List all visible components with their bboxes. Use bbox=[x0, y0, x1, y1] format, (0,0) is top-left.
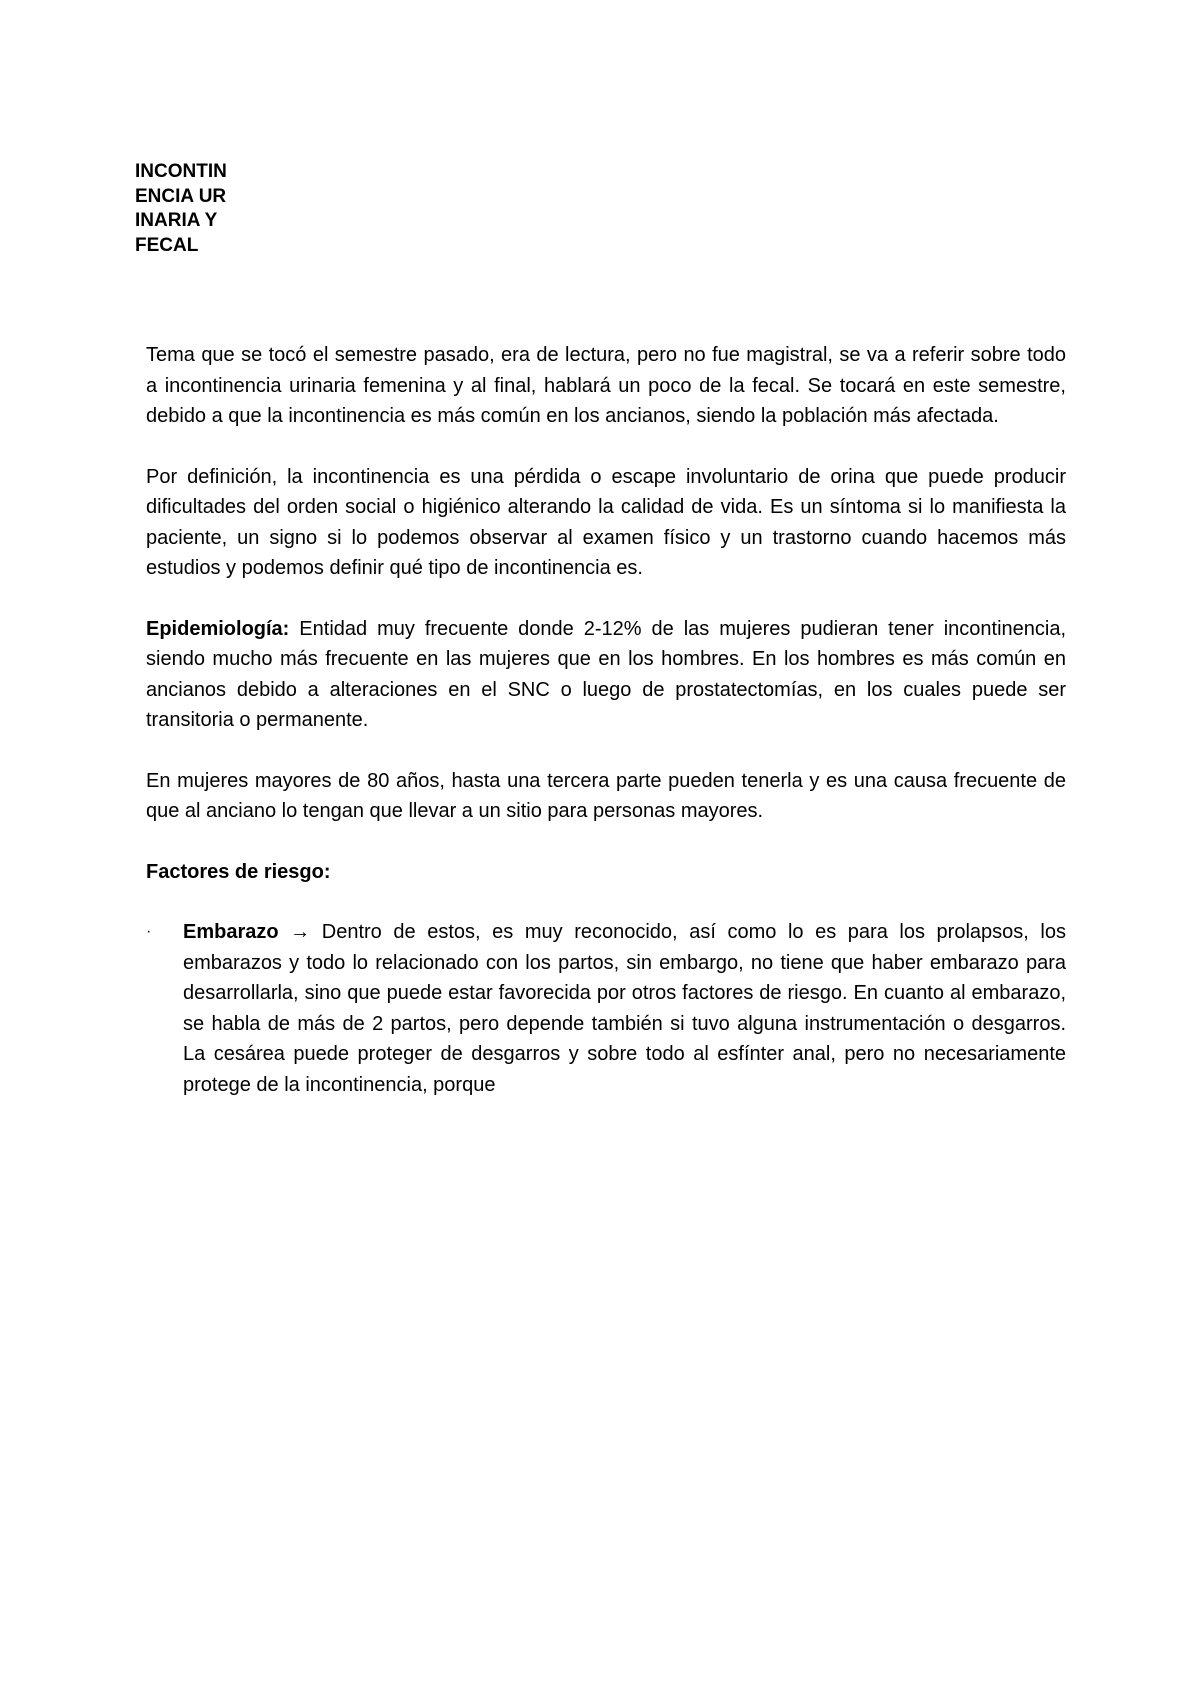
epidemiology-text: Entidad muy frecuente donde 2-12% de las mujeres pudieran tener incontinencia, siendo mucho más frecuente en las mujeres que en los hombres. En los hombres es más común en ancianos debido a alteraciones en el SNC o luego de prostatectomías, en los cuales puede ser transitoria o permanente. bbox=[146, 617, 1066, 731]
intro-paragraph: Tema que se tocó el semestre pasado, era de lectura, pero no fue magistral, se va a referir sobre todo a incontinencia urinaria femenina y al final, hablará un poco de la fecal. Se tocará en este semestre, debido a que la incontinencia es más común en los ancianos, siendo la población más afectada. bbox=[146, 344, 1066, 427]
elderly-paragraph: En mujeres mayores de 80 años, hasta una tercera parte pueden tenerla y es una causa frecuente de que al anciano lo tengan que llevar a un sitio para personas mayores. bbox=[146, 769, 1066, 822]
epidemiology-paragraph bbox=[146, 614, 1066, 736]
risk-factors-heading-text: Factores de riesgo: bbox=[146, 860, 331, 883]
bullet-icon: · bbox=[146, 923, 152, 940]
document-title: INCONTINENCIA URINARIA Y FECAL bbox=[135, 161, 227, 256]
epidemiology-label: Epidemiología: bbox=[146, 617, 290, 640]
document-body bbox=[146, 340, 1066, 1100]
list-item bbox=[146, 917, 1066, 1100]
risk-factor-label: Embarazo bbox=[183, 921, 279, 943]
risk-factors-heading bbox=[146, 857, 1066, 888]
risk-factors-list bbox=[146, 917, 1066, 1100]
definition-paragraph: Por definición, la incontinencia es una pérdida o escape involuntario de orina que puede producir dificultades del orden social o higiénico alterando la calidad de vida. Es un síntoma si lo manifiesta la paciente, un signo si lo podemos observar al examen físico y un trastorno cuando hacemos más estudios y podemos definir qué tipo de incontinencia es. bbox=[146, 465, 1066, 579]
risk-factor-text: → Dentro de estos, es muy reconocido, así como lo es para los prolapsos, los embarazos y todo lo relacionado con los partos, sin embargo, no tiene que haber embarazo para desarrollarla, sino que puede estar favorecida por otros factores de riesgo. En cuanto al embarazo, se habla de más de 2 partos, pero depende también si tuvo alguna instrumentación o desgarros. La cesárea puede proteger de desgarros y sobre todo al esfínter anal, pero no necesariamente protege de la incontinencia, porque bbox=[183, 921, 1066, 1096]
